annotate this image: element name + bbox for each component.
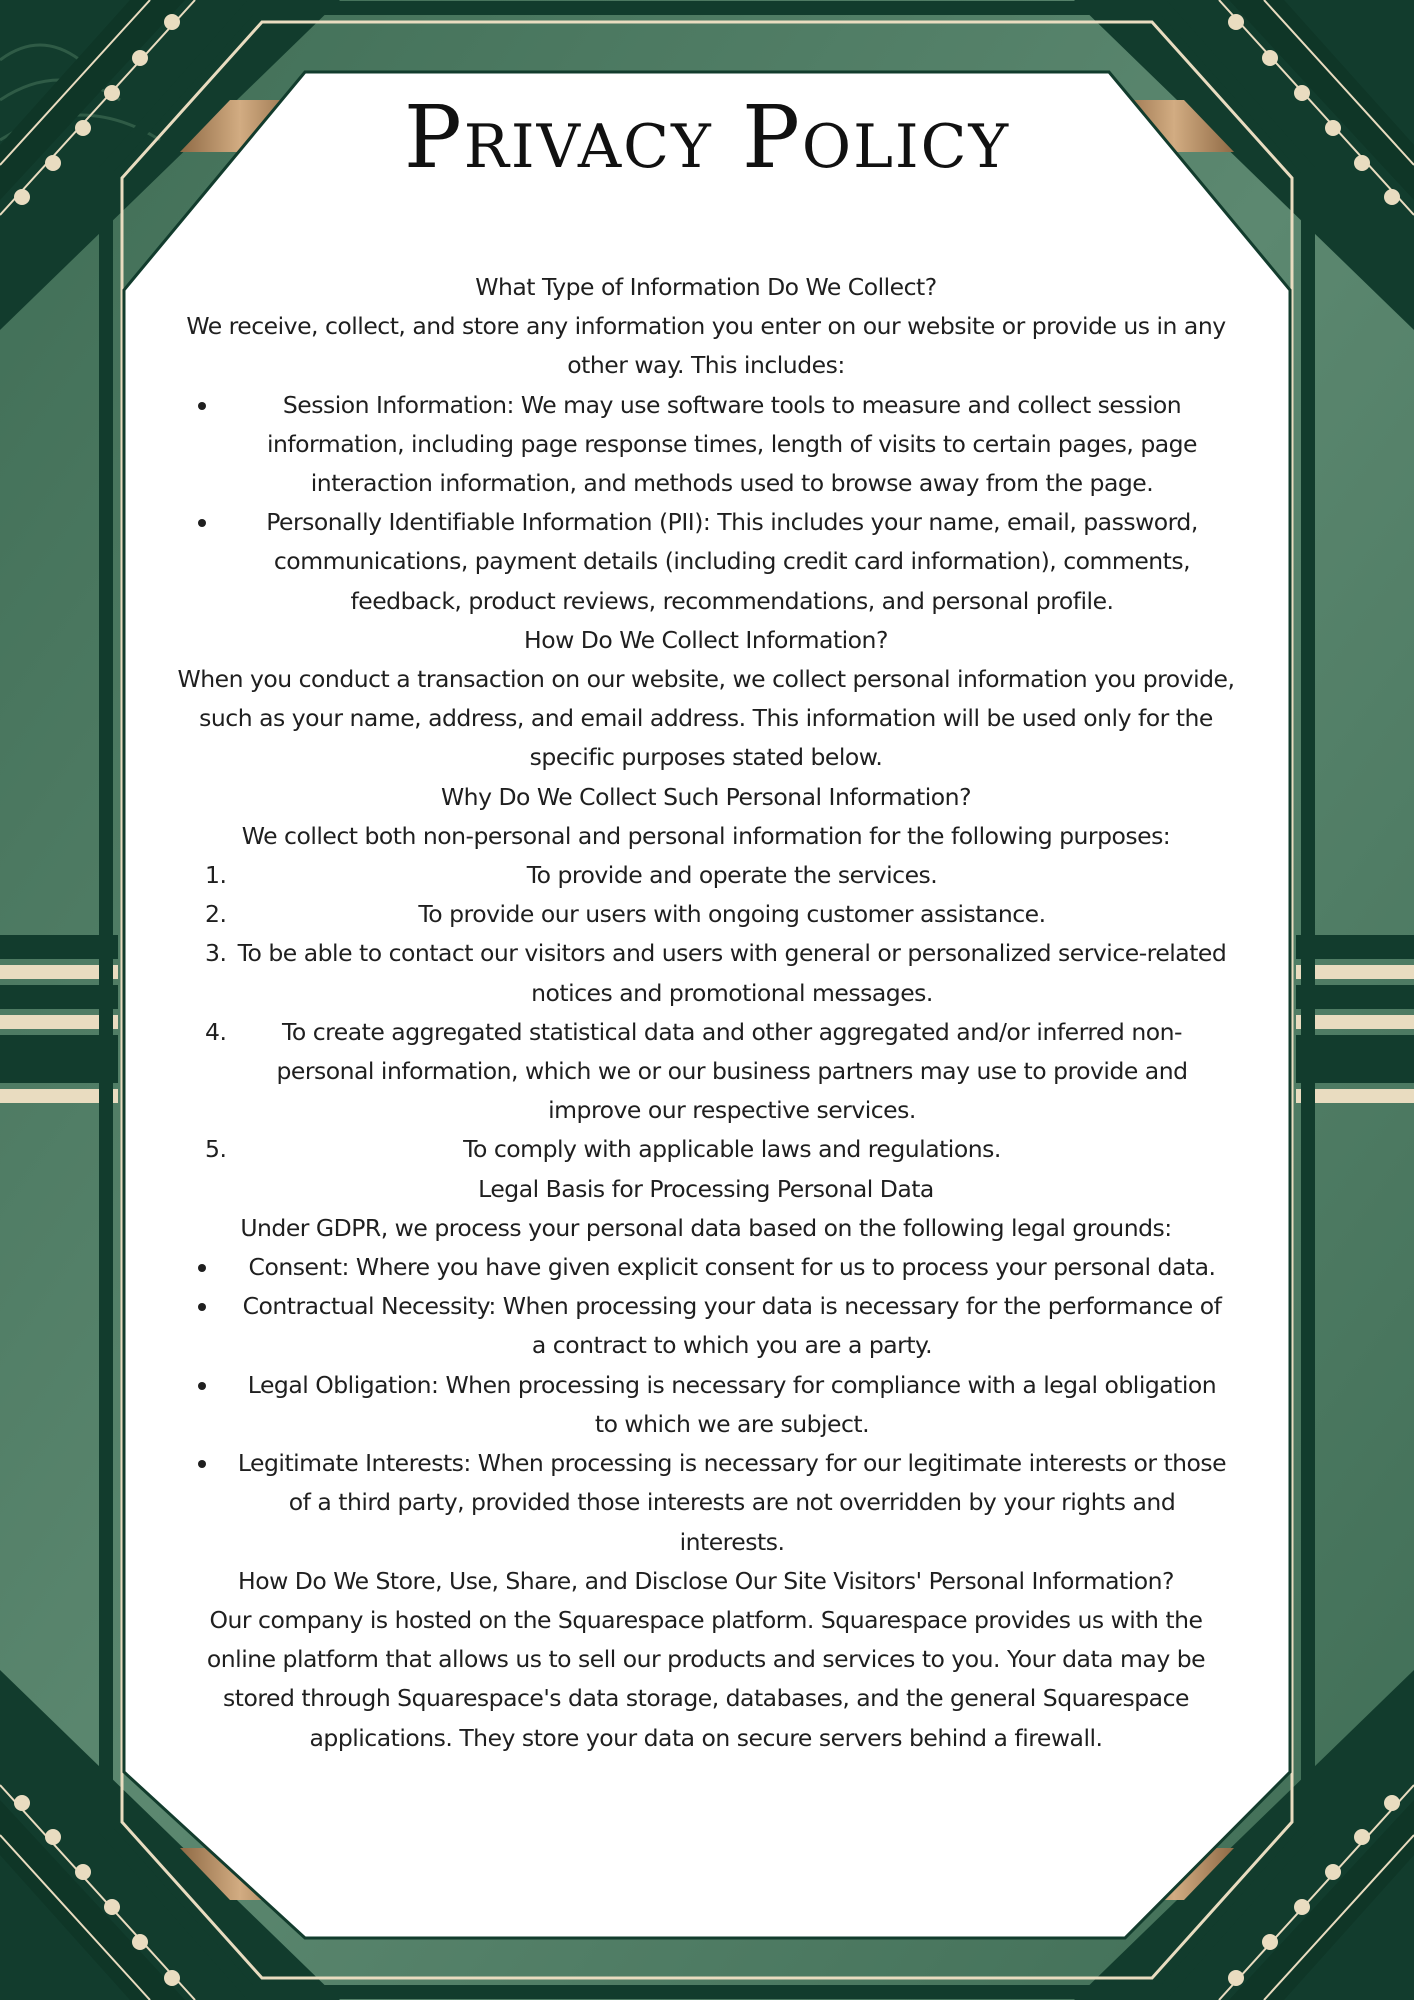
section-intro: Under GDPR, we process your personal data based on the following legal grounds: <box>240 1213 1172 1242</box>
list-item-text: To comply with applicable laws and regulations. <box>463 1135 1001 1164</box>
numbered-list <box>175 856 1237 1170</box>
list-item: Consent: Where you have given explicit consent for us to process your personal data. <box>175 1248 1237 1287</box>
list-item-text: To provide and operate the services. <box>526 861 938 890</box>
section-heading: Why Do We Collect Such Personal Information? <box>440 782 972 811</box>
page-title: Privacy Policy <box>403 88 1011 188</box>
list-number: 4. <box>205 1017 227 1046</box>
list-item <box>175 1013 1237 1131</box>
section-heading: How Do We Collect Information? <box>524 625 888 654</box>
list-item: Legitimate Interests: When processing is necessary for our legitimate interests or those of a third party, provided those interests are not overridden by your rights and interests. <box>175 1444 1237 1562</box>
policy-body <box>175 268 1237 1758</box>
list-number: 2. <box>205 900 227 929</box>
section-heading: Legal Basis for Processing Personal Data <box>478 1174 934 1203</box>
list-item-text: To create aggregated statistical data and other aggregated and/or inferred non-personal information, which we or our business partners may use to provide and improve our respective services. <box>276 1017 1188 1125</box>
list-item <box>175 1130 1237 1169</box>
bullet-list <box>175 1248 1237 1562</box>
list-item <box>175 856 1237 895</box>
section-intro: We collect both non-personal and personal information for the following purposes: <box>241 821 1171 850</box>
list-item-text: To provide our users with ongoing customer assistance. <box>418 900 1046 929</box>
section-body: Our company is hosted on the Squarespace platform. Squarespace provides us with the online platform that allows us to sell our products and services to you. Your data may be stored through Squarespace's data storage, databases, and the general Squarespace applications. They store your data on secure servers behind a firewall. <box>206 1605 1206 1752</box>
list-item: Session Information: We may use software tools to measure and collect session information, including page response times, length of visits to certain pages, page interaction information, and methods used to browse away from the page. <box>175 386 1237 504</box>
list-number: 1. <box>205 861 227 890</box>
list-number: 3. <box>205 939 227 968</box>
bullet-list <box>175 386 1237 621</box>
list-item-text: To be able to contact our visitors and users with general or personalized service-related notices and promotional messages. <box>237 939 1227 1007</box>
list-item: Legal Obligation: When processing is necessary for compliance with a legal obligation to which we are subject. <box>175 1366 1237 1444</box>
list-number: 5. <box>205 1135 227 1164</box>
list-item: Personally Identifiable Information (PII): This includes your name, email, password, communications, payment details (including credit card information), comments, feedback, product reviews, recommendations, and personal profile. <box>175 503 1237 621</box>
list-item <box>175 934 1237 1012</box>
section-heading: What Type of Information Do We Collect? <box>475 273 937 301</box>
list-item <box>175 895 1237 934</box>
section-body: When you conduct a transaction on our website, we collect personal information you provide, such as your name, address, and email address. This information will be used only for the specific purposes stated below. <box>177 665 1235 772</box>
section-heading: How Do We Store, Use, Share, and Disclose Our Site Visitors' Personal Information? <box>238 1566 1174 1595</box>
list-item: Contractual Necessity: When processing your data is necessary for the performance of a contract to which you are a party. <box>175 1287 1237 1365</box>
section-intro: We receive, collect, and store any information you enter on our website or provide us in any other way. This includes: <box>186 312 1226 380</box>
